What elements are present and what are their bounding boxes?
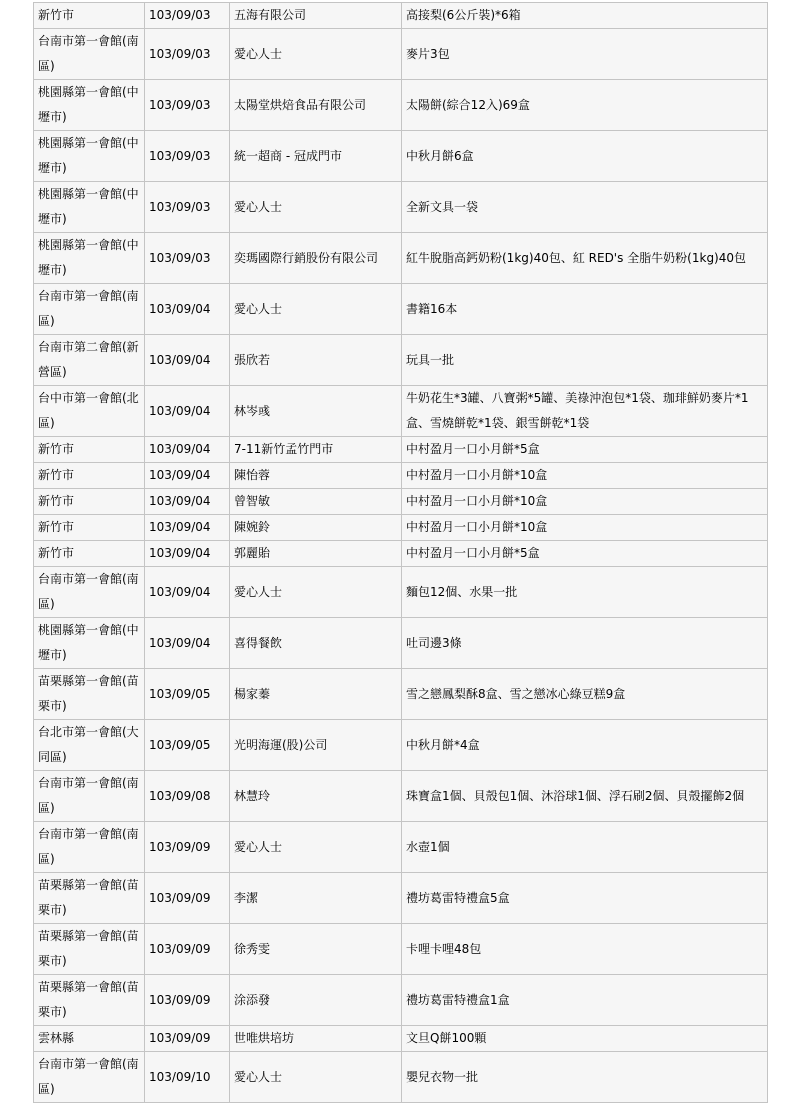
- donor-cell: 林慧玲: [230, 771, 402, 822]
- donor-cell: 五海有限公司: [230, 3, 402, 29]
- date-cell: 103/09/04: [145, 515, 230, 541]
- donation-table-body: [34, 3, 768, 1103]
- donor-cell: 陳怡蓉: [230, 463, 402, 489]
- table-row: [34, 3, 768, 29]
- donor-cell: 愛心人士: [230, 29, 402, 80]
- table-row: [34, 489, 768, 515]
- donor-cell: 郭麗貽: [230, 541, 402, 567]
- items-cell: 卡哩卡哩48包: [402, 924, 768, 975]
- items-cell: 玩具一批: [402, 335, 768, 386]
- location-cell: 苗栗縣第一會館(苗栗市): [34, 975, 145, 1026]
- donor-cell: 愛心人士: [230, 182, 402, 233]
- donation-table: [33, 2, 768, 1103]
- location-cell: 新竹市: [34, 489, 145, 515]
- location-cell: 桃園縣第一會館(中壢市): [34, 618, 145, 669]
- items-cell: 中村盈月一口小月餅*10盒: [402, 463, 768, 489]
- location-cell: 苗栗縣第一會館(苗栗市): [34, 873, 145, 924]
- items-cell: 牛奶花生*3罐、八寶粥*5罐、美祿沖泡包*1袋、珈琲鮮奶麥片*1盒、雪燒餅乾*1袋、銀雪餅乾*1袋: [402, 386, 768, 437]
- date-cell: 103/09/04: [145, 386, 230, 437]
- date-cell: 103/09/03: [145, 182, 230, 233]
- table-row: [34, 182, 768, 233]
- donor-cell: 世唯烘培坊: [230, 1026, 402, 1052]
- location-cell: 台北市第一會館(大同區): [34, 720, 145, 771]
- date-cell: 103/09/09: [145, 975, 230, 1026]
- date-cell: 103/09/04: [145, 284, 230, 335]
- items-cell: 嬰兒衣物一批: [402, 1052, 768, 1103]
- location-cell: 新竹市: [34, 463, 145, 489]
- location-cell: 桃園縣第一會館(中壢市): [34, 233, 145, 284]
- date-cell: 103/09/03: [145, 80, 230, 131]
- location-cell: 苗栗縣第一會館(苗栗市): [34, 924, 145, 975]
- donor-cell: 愛心人士: [230, 1052, 402, 1103]
- location-cell: 桃園縣第一會館(中壢市): [34, 182, 145, 233]
- donor-cell: 李潔: [230, 873, 402, 924]
- date-cell: 103/09/04: [145, 489, 230, 515]
- donor-cell: 喜得餐飲: [230, 618, 402, 669]
- date-cell: 103/09/09: [145, 873, 230, 924]
- location-cell: 桃園縣第一會館(中壢市): [34, 131, 145, 182]
- table-row: [34, 924, 768, 975]
- date-cell: 103/09/04: [145, 618, 230, 669]
- date-cell: 103/09/05: [145, 720, 230, 771]
- date-cell: 103/09/03: [145, 3, 230, 29]
- table-row: [34, 335, 768, 386]
- donor-cell: 徐秀雯: [230, 924, 402, 975]
- table-row: [34, 669, 768, 720]
- table-row: [34, 541, 768, 567]
- table-row: [34, 29, 768, 80]
- date-cell: 103/09/04: [145, 437, 230, 463]
- items-cell: 中秋月餅6盒: [402, 131, 768, 182]
- location-cell: 台南市第一會館(南區): [34, 284, 145, 335]
- table-row: [34, 873, 768, 924]
- items-cell: 中村盈月一口小月餅*5盒: [402, 437, 768, 463]
- donation-table-container: [33, 2, 768, 1103]
- donor-cell: 曾智敏: [230, 489, 402, 515]
- table-row: [34, 463, 768, 489]
- table-row: [34, 771, 768, 822]
- location-cell: 台南市第二會館(新營區): [34, 335, 145, 386]
- date-cell: 103/09/04: [145, 541, 230, 567]
- location-cell: 台南市第一會館(南區): [34, 771, 145, 822]
- date-cell: 103/09/04: [145, 335, 230, 386]
- location-cell: 苗栗縣第一會館(苗栗市): [34, 669, 145, 720]
- donor-cell: 陳婉鈴: [230, 515, 402, 541]
- table-row: [34, 515, 768, 541]
- table-row: [34, 975, 768, 1026]
- donor-cell: 愛心人士: [230, 567, 402, 618]
- table-row: [34, 284, 768, 335]
- donor-cell: 統一超商 - 冠成門市: [230, 131, 402, 182]
- table-row: [34, 437, 768, 463]
- donor-cell: 光明海運(股)公司: [230, 720, 402, 771]
- table-row: [34, 80, 768, 131]
- location-cell: 新竹市: [34, 515, 145, 541]
- table-row: [34, 720, 768, 771]
- items-cell: 高接梨(6公斤裝)*6箱: [402, 3, 768, 29]
- items-cell: 中秋月餅*4盒: [402, 720, 768, 771]
- date-cell: 103/09/04: [145, 567, 230, 618]
- donor-cell: 楊家蓁: [230, 669, 402, 720]
- items-cell: 禮坊葛雷特禮盒1盒: [402, 975, 768, 1026]
- location-cell: 台南市第一會館(南區): [34, 567, 145, 618]
- location-cell: 台南市第一會館(南區): [34, 1052, 145, 1103]
- location-cell: 台南市第一會館(南區): [34, 822, 145, 873]
- date-cell: 103/09/09: [145, 822, 230, 873]
- date-cell: 103/09/08: [145, 771, 230, 822]
- items-cell: 文旦Q餅100顆: [402, 1026, 768, 1052]
- table-row: [34, 1026, 768, 1052]
- location-cell: 台中市第一會館(北區): [34, 386, 145, 437]
- donor-cell: 奕瑪國際行銷股份有限公司: [230, 233, 402, 284]
- date-cell: 103/09/09: [145, 924, 230, 975]
- items-cell: 珠寶盒1個、貝殼包1個、沐浴球1個、浮石刷2個、貝殼擺飾2個: [402, 771, 768, 822]
- location-cell: 桃園縣第一會館(中壢市): [34, 80, 145, 131]
- items-cell: 中村盈月一口小月餅*10盒: [402, 489, 768, 515]
- donor-cell: 愛心人士: [230, 822, 402, 873]
- date-cell: 103/09/03: [145, 233, 230, 284]
- items-cell: 吐司邊3條: [402, 618, 768, 669]
- table-row: [34, 822, 768, 873]
- items-cell: 中村盈月一口小月餅*5盒: [402, 541, 768, 567]
- items-cell: 中村盈月一口小月餅*10盒: [402, 515, 768, 541]
- date-cell: 103/09/03: [145, 131, 230, 182]
- table-row: [34, 386, 768, 437]
- table-row: [34, 233, 768, 284]
- date-cell: 103/09/04: [145, 463, 230, 489]
- table-row: [34, 567, 768, 618]
- location-cell: 新竹市: [34, 3, 145, 29]
- items-cell: 麥片3包: [402, 29, 768, 80]
- donor-cell: 張欣若: [230, 335, 402, 386]
- donor-cell: 愛心人士: [230, 284, 402, 335]
- date-cell: 103/09/10: [145, 1052, 230, 1103]
- table-row: [34, 131, 768, 182]
- items-cell: 水壺1個: [402, 822, 768, 873]
- items-cell: 麵包12個、水果一批: [402, 567, 768, 618]
- donor-cell: 林岑彧: [230, 386, 402, 437]
- donor-cell: 7-11新竹孟竹門市: [230, 437, 402, 463]
- location-cell: 新竹市: [34, 541, 145, 567]
- items-cell: 禮坊葛雷特禮盒5盒: [402, 873, 768, 924]
- date-cell: 103/09/03: [145, 29, 230, 80]
- donor-cell: 太陽堂烘焙食品有限公司: [230, 80, 402, 131]
- location-cell: 雲林縣: [34, 1026, 145, 1052]
- table-row: [34, 1052, 768, 1103]
- items-cell: 全新文具一袋: [402, 182, 768, 233]
- items-cell: 書籍16本: [402, 284, 768, 335]
- date-cell: 103/09/05: [145, 669, 230, 720]
- items-cell: 太陽餅(綜合12入)69盒: [402, 80, 768, 131]
- location-cell: 新竹市: [34, 437, 145, 463]
- items-cell: 紅牛脫脂高鈣奶粉(1kg)40包、紅 RED's 全脂牛奶粉(1kg)40包: [402, 233, 768, 284]
- date-cell: 103/09/09: [145, 1026, 230, 1052]
- items-cell: 雪之戀鳳梨酥8盒、雪之戀冰心綠豆糕9盒: [402, 669, 768, 720]
- donor-cell: 涂添發: [230, 975, 402, 1026]
- location-cell: 台南市第一會館(南區): [34, 29, 145, 80]
- table-row: [34, 618, 768, 669]
